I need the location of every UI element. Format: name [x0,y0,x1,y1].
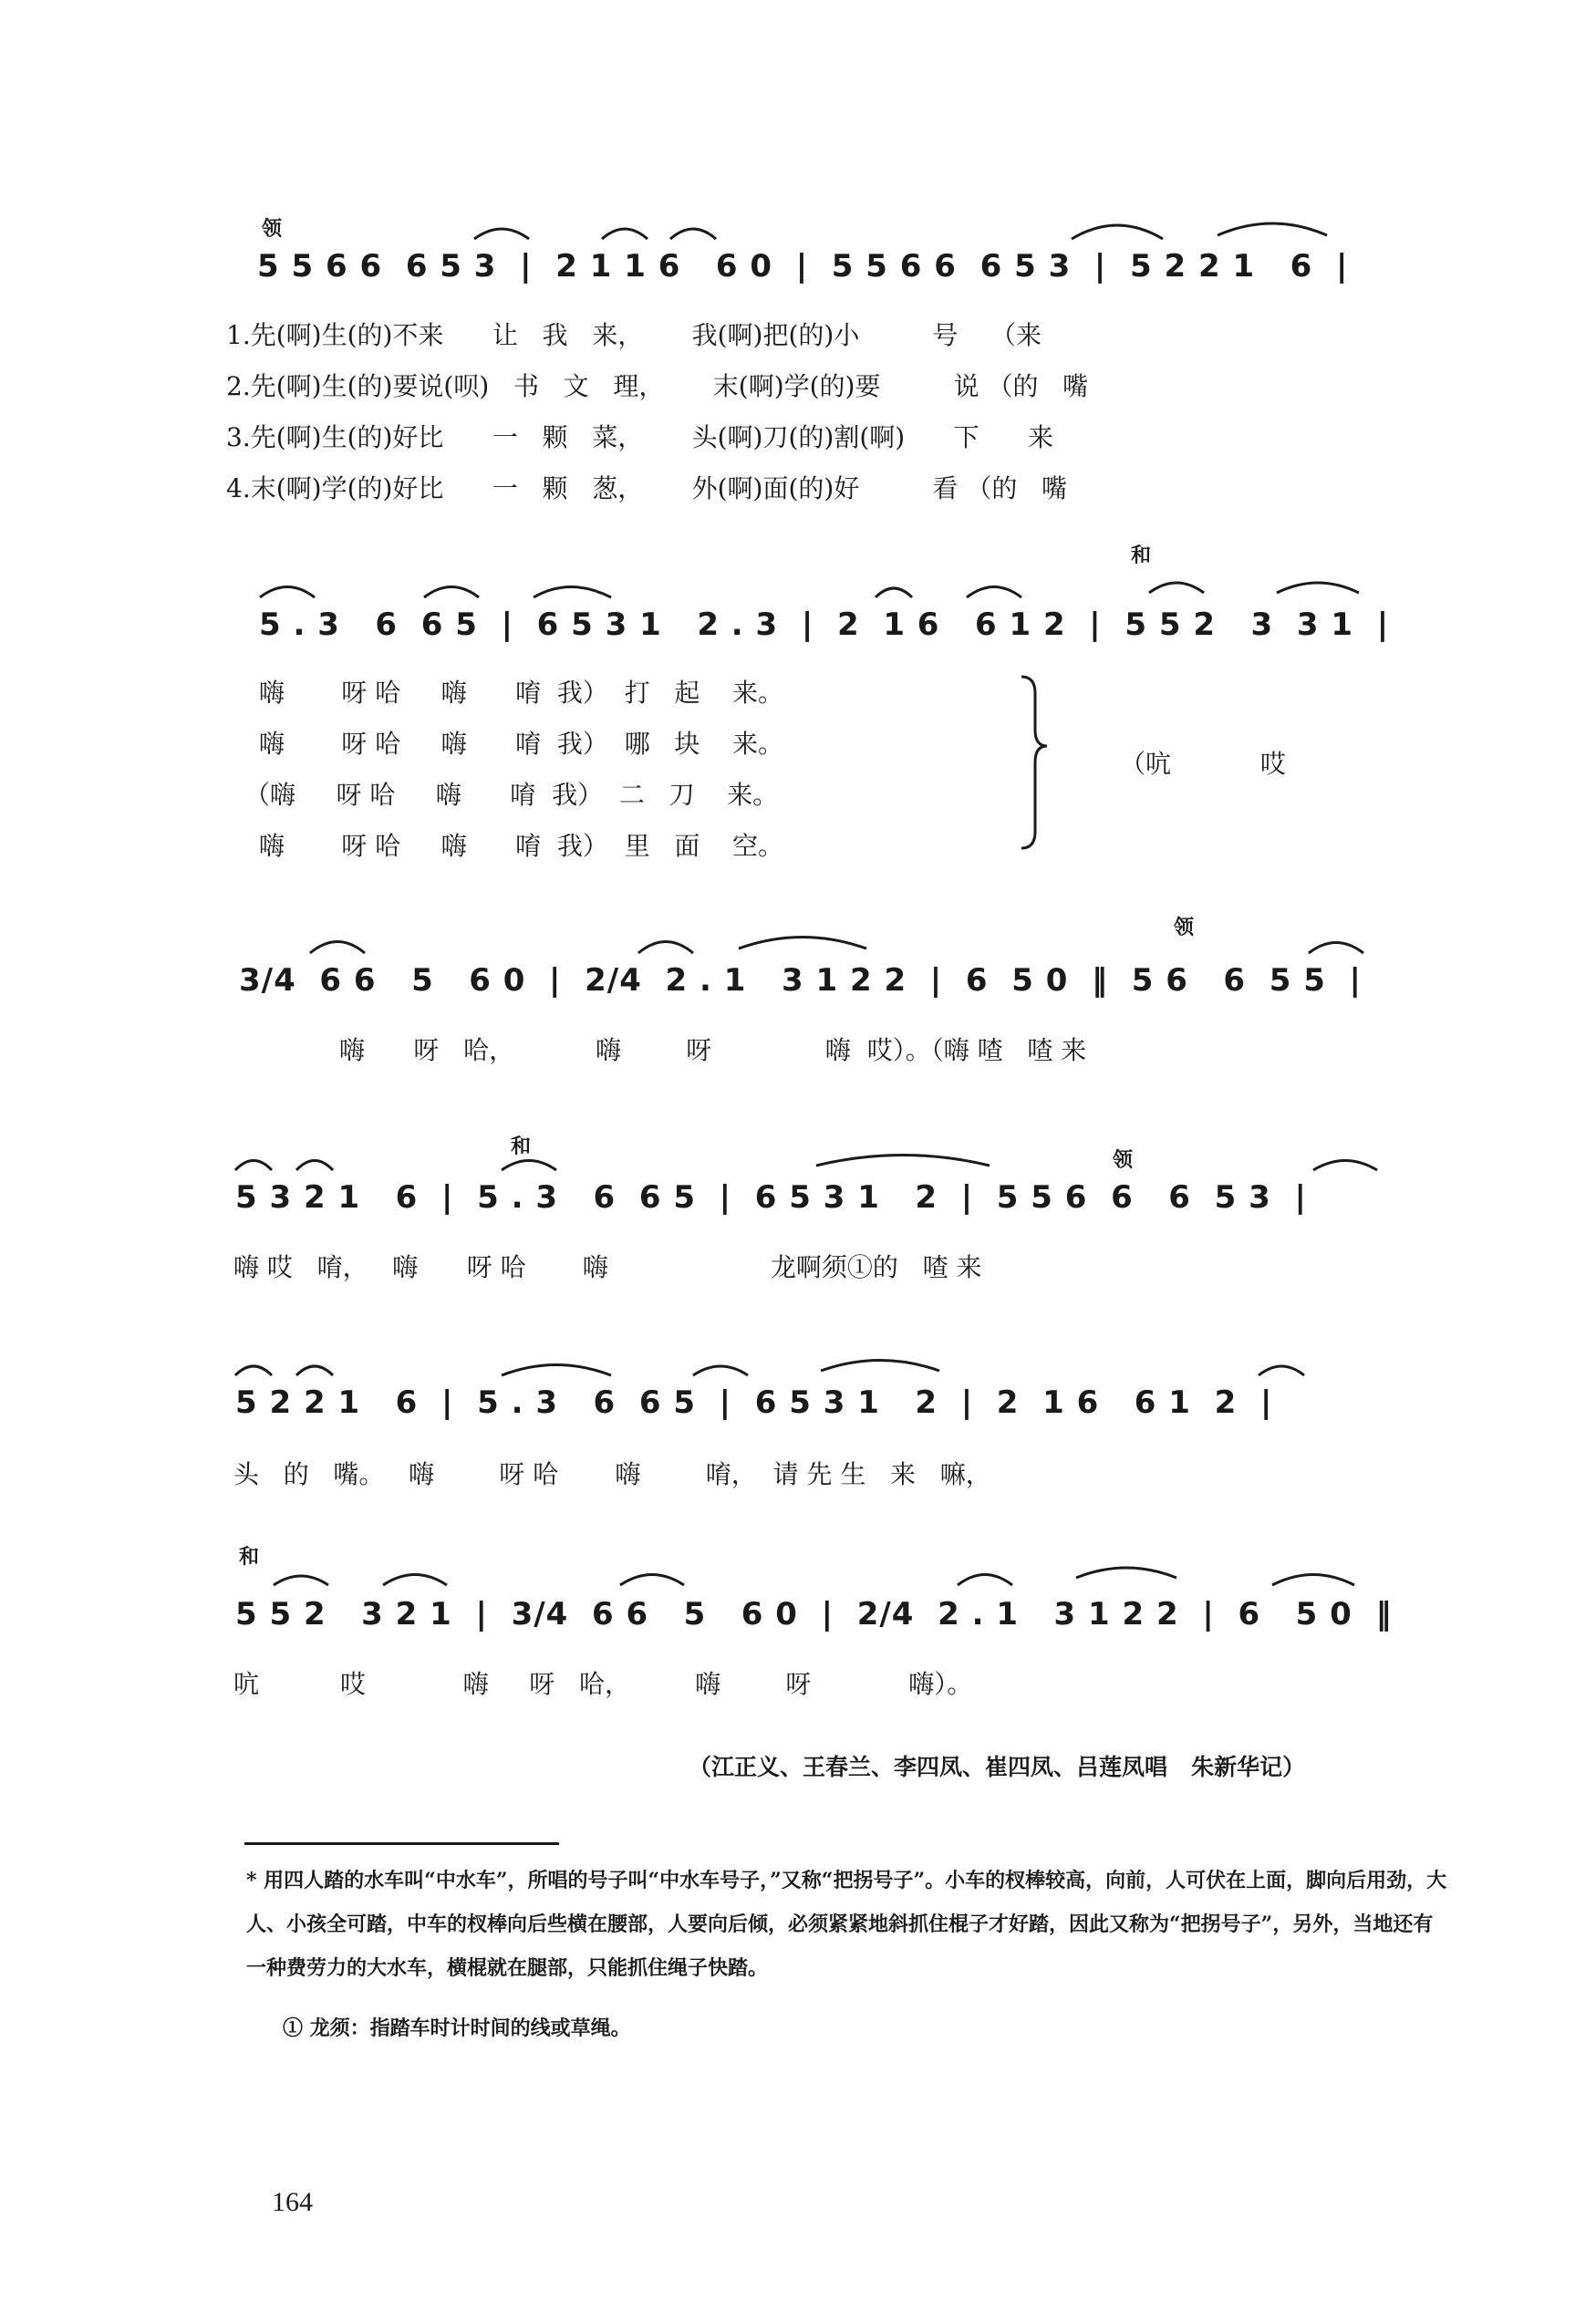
lyric-bracketed-shared: （吭 哎 [1120,749,1286,779]
slur-mark [534,587,611,598]
part-marker-lead: 领 [1174,916,1195,939]
slur-mark [1259,1366,1304,1375]
slur-mark [1218,223,1327,235]
slur-mark [260,587,315,598]
notation-line: 5 . 3 6 6 5 | 6 5 3 1 2 . 3 | 2 1 6 6 1 2 | 5 5 2 3 3 1 | [259,606,1390,643]
lyric-line: 嗨 哎 唷， 嗨 呀 哈 嗨 龙啊须①的 喳 来 [233,1252,982,1282]
footnote-star: * 用四人踏的水车叫“中水车”，所唱的号子叫“中水车号子，”又称“把拐号子”。小车的杈棒较高，向前，人可伏在上面，脚向后用劲，大人、小孩全可踏，中车的杈棒向后些横在腰部，人要向后倾，必须紧紧地斜抓住棍子才好踏，因此又称为“把拐号子”，另外，当地还有一种费劳力的大水车，横棍就在腿部，只能抓住绳子快踏。 [246,1869,1447,1980]
slur-mark [693,1366,748,1375]
slur-mark [821,1361,939,1372]
lyric-line: 头 的 嘴。 嗨 呀 哈 嗨 唷， 请 先 生 来 嘛， [233,1459,991,1489]
slur-mark [958,1575,1012,1586]
part-marker-chorus: 和 [1131,544,1152,567]
notation-line: 3/4 6 6 5 6 0 | 2/4 2 . 1 3 1 2 2 | 6 5 0 ‖ 5 6 6 5 5 | [239,962,1362,999]
slur-mark [1272,1575,1354,1586]
lyric-verse-2: 嗨 呀 哈 嗨 唷 我） 哪 块 来。 [259,729,784,759]
lyric-verse-4: 嗨 呀 哈 嗨 唷 我） 里 面 空。 [259,831,784,861]
slur-mark [638,942,693,954]
slur-mark [739,938,866,949]
slur-mark [1309,943,1363,954]
slur-mark [474,229,529,239]
lyric-verse-1: 1.先(啊)生(的)不来 让 我 来， 我(啊)把(的)小 号 （来 [226,320,1042,350]
page-number: 164 [272,2187,313,2217]
slur-mark [274,1576,328,1585]
verse-bracket [1021,677,1047,848]
slur-mark [670,229,716,239]
slur-mark [424,587,479,598]
slur-mark [1149,583,1204,593]
part-marker-chorus: 和 [511,1135,532,1158]
slur-mark [235,1366,272,1375]
slur-mark [296,1161,333,1171]
slur-mark [383,1575,447,1586]
notation-line: 5 5 2 3 2 1 | 3/4 6 6 5 6 0 | 2/4 2 . 1 3 1 2 2 | 6 5 0 ‖ [235,1596,1393,1633]
slur-mark [620,1575,684,1586]
slur-mark [967,587,1021,598]
slur-mark [816,1156,990,1166]
part-marker-chorus: 和 [239,1545,260,1569]
notation-line: 5 5 6 6 6 5 3 | 2 1 1 6 6 0 | 5 5 6 6 6 5 3 | 5 2 2 1 6 | [257,248,1349,285]
slur-mark [502,1365,611,1376]
lyric-verse-2: 2.先(啊)生(的)要说(呗) 书 文 理， 末(啊)学(的)要 说 （的 嘴 [226,371,1089,401]
slur-mark [602,229,648,239]
slur-mark [502,1161,556,1171]
lyric-verse-3: （嗨 呀 哈 嗨 唷 我） 二 刀 来。 [244,780,779,810]
part-marker-lead: 领 [262,217,283,241]
footnote-divider [244,1842,559,1845]
lyric-verse-3: 3.先(啊)生(的)好比 一 颗 菜， 头(啊)刀(的)割(啊) 下 来 [226,422,1053,452]
slur-mark [235,1161,272,1171]
lyric-line: 吭 哎 嗨 呀 哈， 嗨 呀 嗨）。 [233,1669,973,1699]
slur-mark [296,1366,333,1375]
slur-mark [1313,1161,1377,1171]
slur-mark [1076,1568,1176,1578]
notation-line: 5 2 2 1 6 | 5 . 3 6 6 5 | 6 5 3 1 2 | 2 1 6 6 1 2 | [235,1384,1273,1421]
lyric-verse-1: 嗨 呀 哈 嗨 唷 我） 打 起 来。 [259,678,784,708]
notation-line: 5 3 2 1 6 | 5 . 3 6 6 5 | 6 5 3 1 2 | 5 5 6 6 6 5 3 | [235,1179,1307,1216]
performer-credit: （江正义、王春兰、李四凤、崔四凤、吕莲凤唱 朱新华记） [689,1754,1306,1780]
slur-mark [1277,583,1359,593]
slur-mark [876,588,912,597]
slur-mark [310,942,365,954]
lyric-verse-4: 4.末(啊)学(的)好比 一 颗 葱， 外(啊)面(的)好 看 （的 嘴 [226,473,1068,503]
slur-mark [1072,225,1163,239]
part-marker-lead: 领 [1113,1148,1134,1172]
lyric-line: 嗨 呀 哈， 嗨 呀 嗨 哎）。（嗨 喳 喳 来 [339,1035,1087,1065]
footnote-1: ① 龙须：指踏车时计时间的线或草绳。 [283,2016,631,2040]
